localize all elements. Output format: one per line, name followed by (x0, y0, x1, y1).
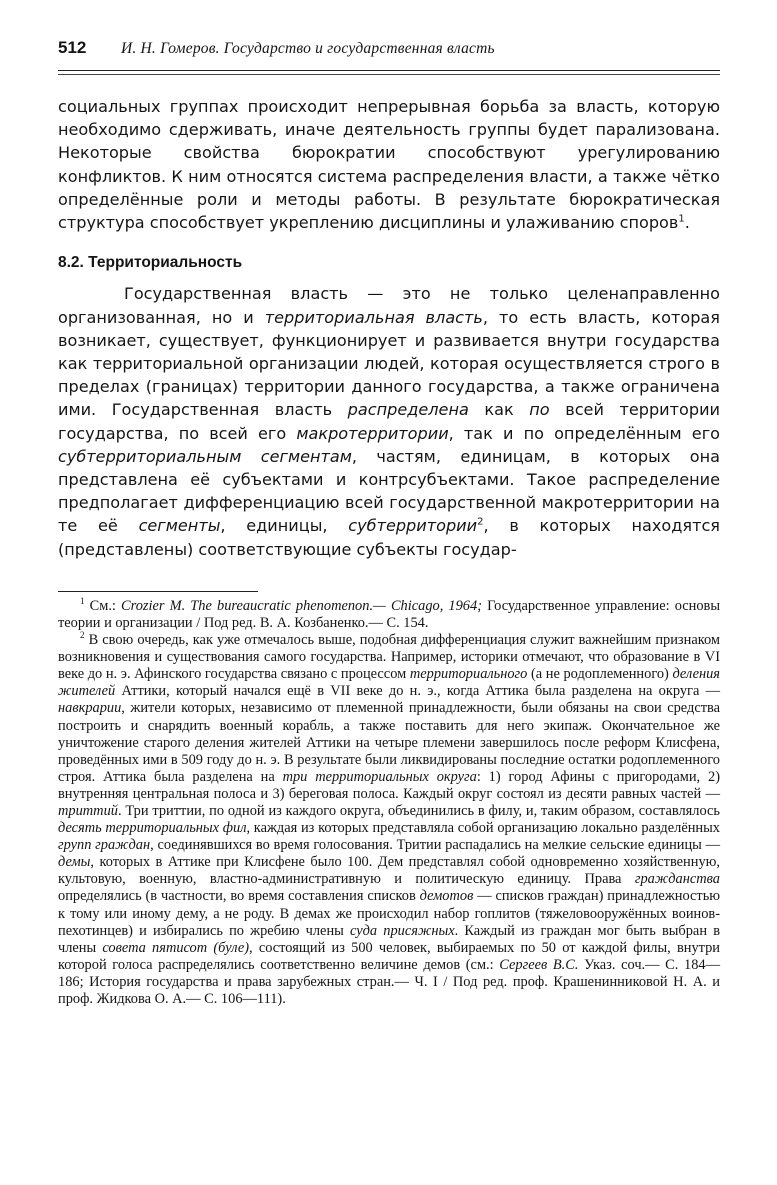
emphasis-term: по (529, 400, 550, 420)
footnote-mark: 1 (80, 596, 85, 607)
footnote-1: $^1$ См.: Crozier M. The bureaucratic phenomenon.— Chicago, 1964; Государственное управление: основы теории и организации / Под ред. В. А. Козбаненко.— С. 154. (58, 596, 721, 631)
book-page (58, 38, 720, 1008)
footnote-2: $^2$ В свою очередь, как уже отмечалось выше, подобная дифференциация служит важнейшим признаком возникновения и существования самого государства. Например, историки отмечают, что образование в VI веке до н. э. Афинского государства связано с процессом территориального (а не родоплеменного) деления жителей Аттики, который начался ещё в VII веке до н. э., когда Аттика была разделена на округа — навкрарии, жители которых, независимо от племенной принадлежности, были обязаны на свои средства построить и снарядить военный корабль, а также поставить для него экипаж. Окончательное же уничтожение старого деления жителей Аттики на четыре племени завершилось после реформ Клисфена, проведённых ими в 509 году до н. э. В результате были ликвидированы последние остатки родоплеменного строя. Аттика была разделена на три территориальных округа: 1) город Афины с пригородами, 2) внутренняя центральная полоса и 3) береговая полоса. Каждый округ состоял из десяти равных частей — триттий. Три триттии, по одной из каждого округа, объединились в филу, и, таким образом, составлялось десять территориальных фил, каждая из которых представляла собой организацию локально разделённых групп граждан, соединявшихся во время голосования. Тритии распадались на мелкие сельские единицы — демы, которых в Аттике при Клисфене было 100. Дем представлял собой одновременно хозяйственную, культовую, военную, властно-административную и политическую единицу. Права гражданства определялись (в частности, во время составления списков демотов — списков граждан) принадлежностью к тому или иному дему, а не роду. В демах же происходил набор гоплитов (тяжеловооружённых воинов-пехотинцев) и избирались по жребию члены суда присяжных. Каждый из граждан мог быть выбран в члены совета пятисот (буле), состоящий из 500 человек, выбираемых по 50 от каждой филы, внутри которой голоса распределялись соответственно величине демов (см.: Сергеев В.С. Указ. соч.— С. 184—186; История государства и права зарубежных стран.— Ч. I / Под ред. проф. Крашенинниковой Н. А. и проф. Жидкова О. А.— С. 106—111). (58, 630, 721, 1008)
emphasis-term: территориальная власть (264, 307, 483, 327)
footnote-rule (58, 591, 258, 592)
emphasis-term: субтерритории (348, 516, 478, 536)
footnotes (58, 598, 720, 1008)
running-head (58, 38, 720, 64)
footnote-ref-1[interactable]: 1 (678, 213, 685, 225)
section-heading: 8.2. Территориальность (58, 254, 243, 272)
section-paragraph: Государственная власть — это не только целенаправленно организованная, но и территориальная власть, то есть власть, которая возникает, существует, функционирует и развивается внутри государства как территориальной организации людей, которая осуществляется строго в пределах (границах) территории данного государства, а также ограничена ими. Государственная власть распределена как по всей территории государства, по всей его макротерритории, так и по определённым его субтерриториальным сегментам, частям, единицам, в которых она представлена её субъектами и контрсубъектами. Такое распределение предполагает дифференциацию всей государственной макротерритории на те её сегменты, единицы, субтерритории$^2$, в которых находятся (представлены) соответствующие субъекты государ- (58, 284, 720, 559)
emphasis-term: макротерритории (296, 423, 449, 443)
footnote-ref-2[interactable]: 2 (477, 517, 484, 529)
running-title: И. Н. Гомеров. Государство и государственная власть (121, 40, 495, 57)
header-rule (58, 70, 720, 75)
intro-paragraph: социальных группах происходит непрерывная борьба за власть, которую необходимо сдерживать, иначе деятельность группы будет парализована. Некоторые свойства бюрократии способствуют урегулированию конфликтов. К ним относятся система распределения власти, а также чётко определённые роли и методы работы. В результате бюрократическая структура способствует укреплению дисциплины и улаживанию споров$^1$. (58, 97, 720, 233)
body-text (58, 95, 720, 561)
emphasis-term: распределена (347, 400, 469, 420)
emphasis-term: сегменты (138, 516, 221, 536)
footnote-mark: 2 (80, 630, 85, 641)
emphasis-term: субтерриториальным сегментам (58, 446, 352, 466)
page-number: 512 (58, 38, 87, 57)
